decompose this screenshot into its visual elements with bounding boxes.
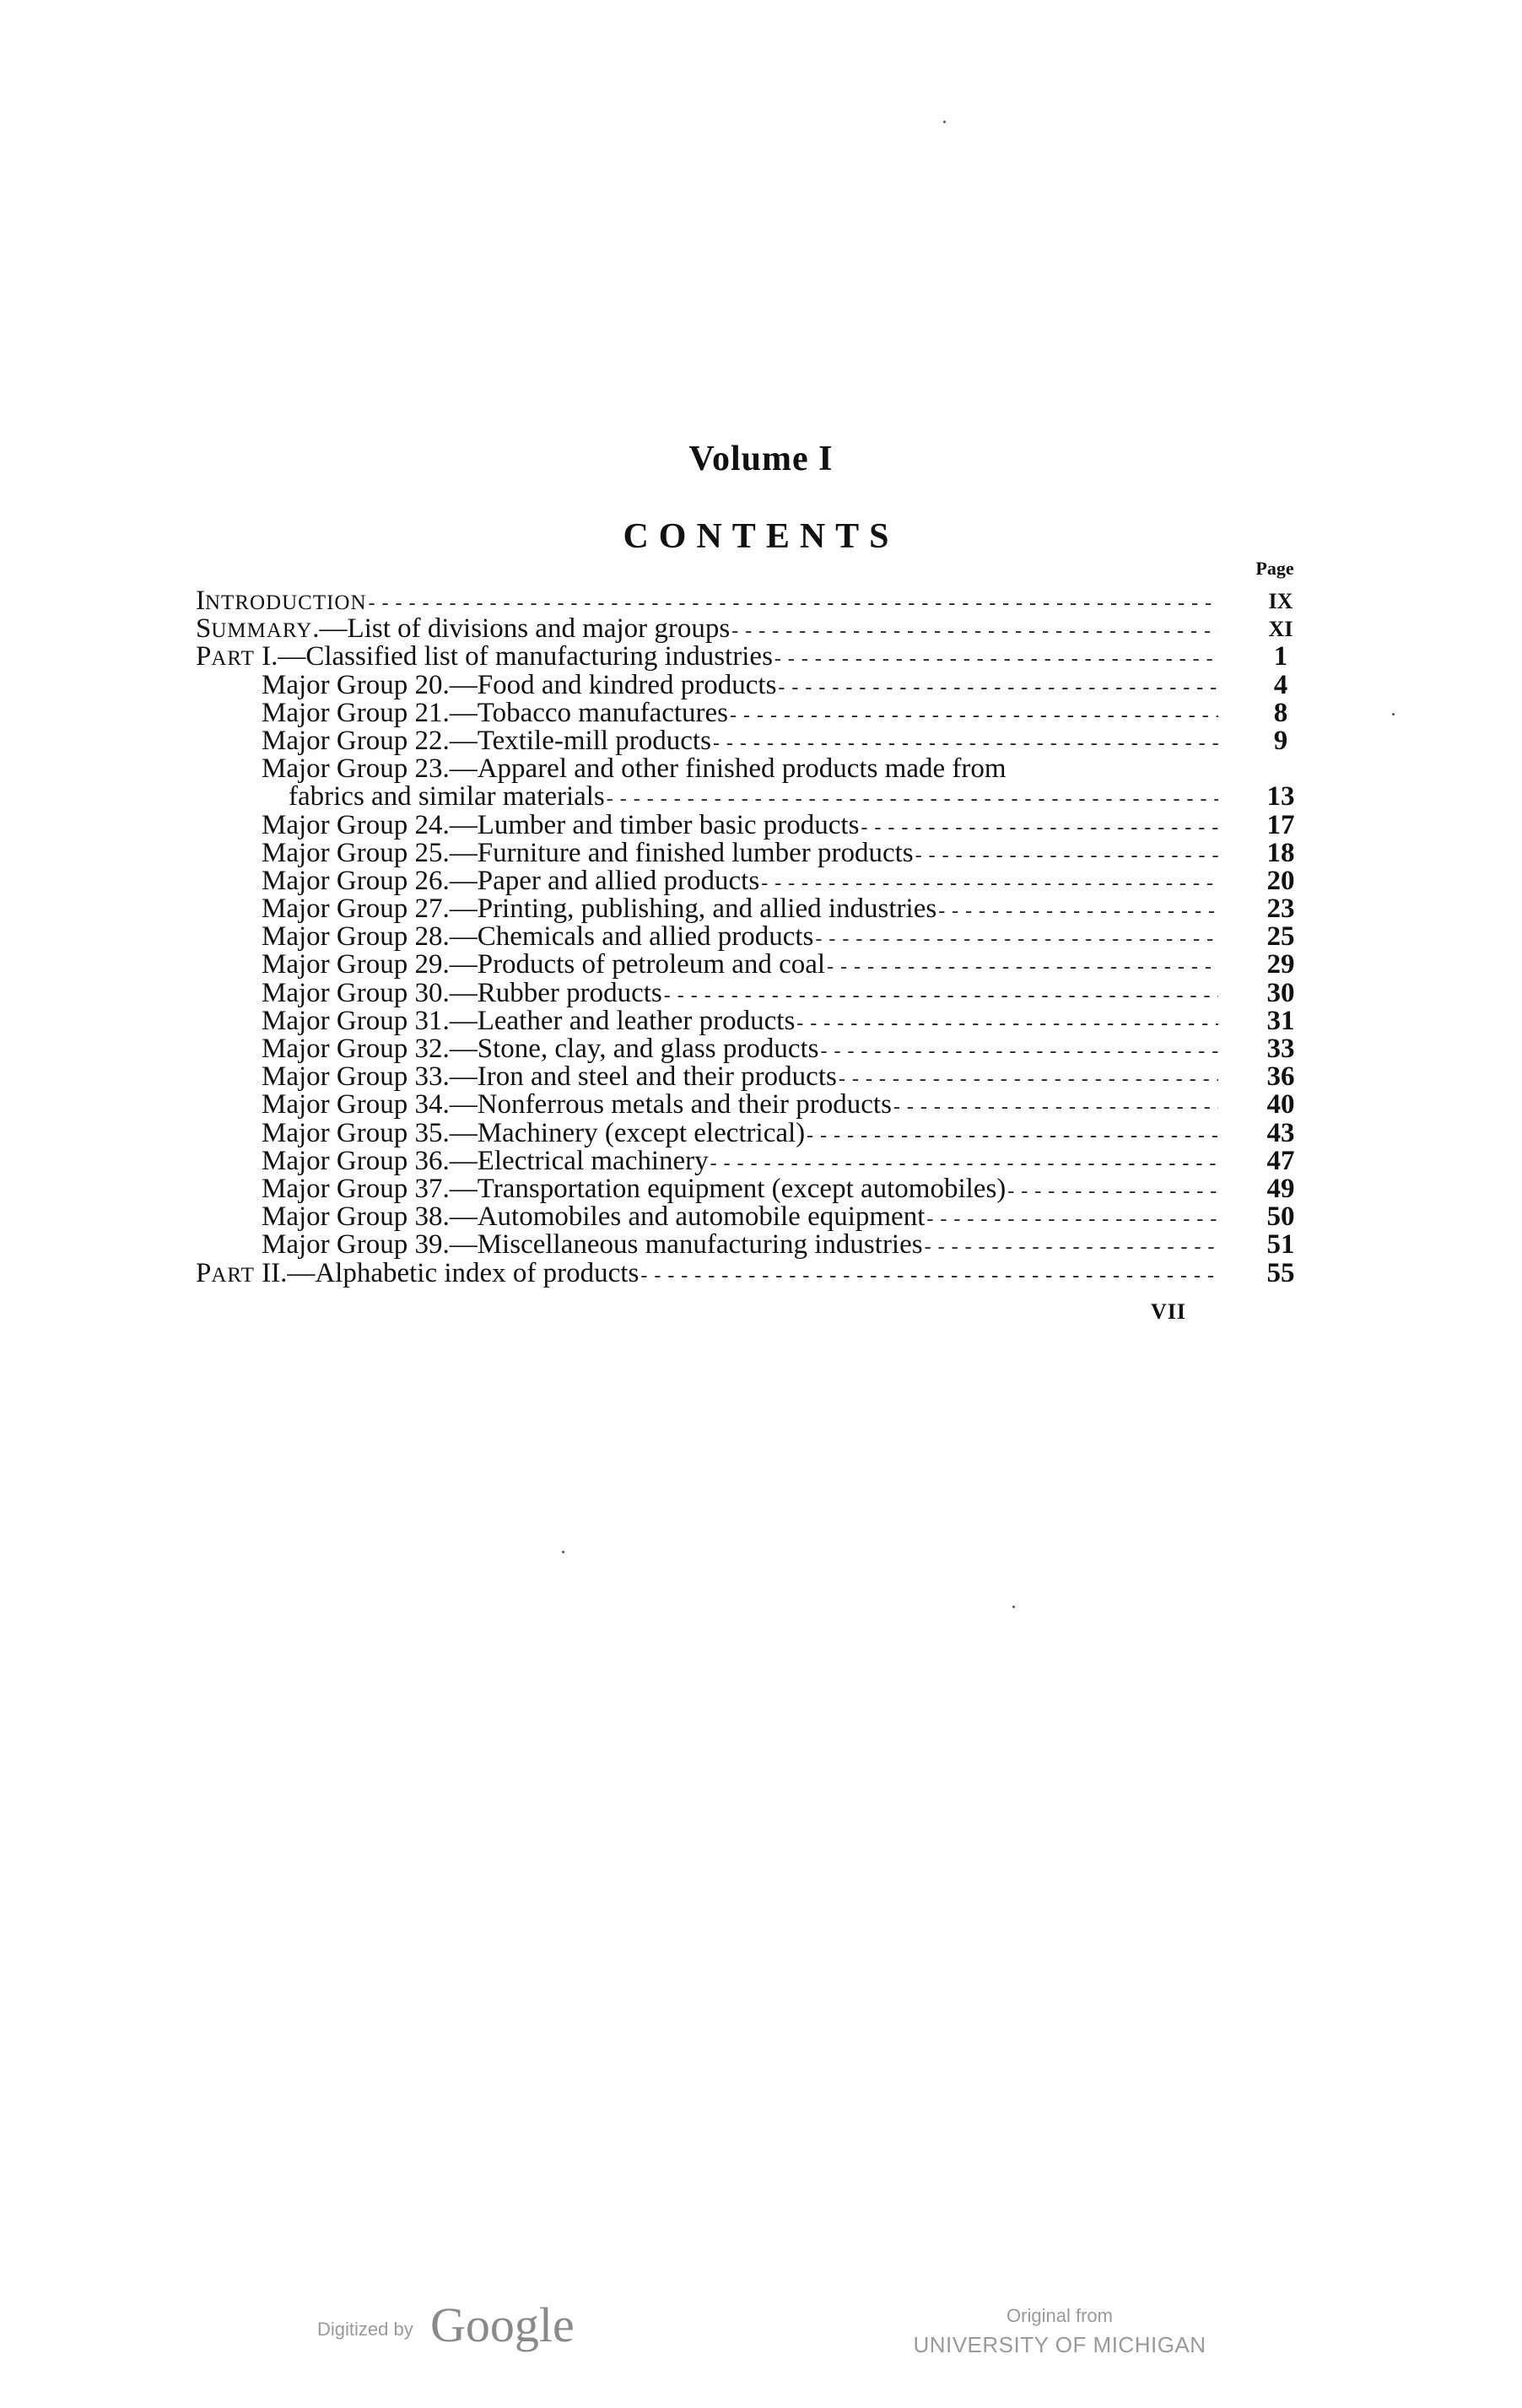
- digitized-by-label: Digitized by: [317, 2319, 413, 2340]
- table-of-contents: [196, 587, 1314, 1288]
- dot-leader: [926, 1203, 1218, 1234]
- original-from-label: Original from: [1007, 2305, 1113, 2326]
- small-caps-rest: UMMARY: [211, 619, 313, 643]
- title-text: II.—Alphabetic index of products: [254, 1257, 640, 1288]
- toc-entry-title: Major Group 26.—Paper and allied products: [262, 865, 760, 896]
- title-text: I.—Classified list of manufacturing industries: [254, 641, 773, 672]
- toc-entry-title: [196, 1257, 640, 1290]
- toc-page-number: 49: [1266, 1173, 1295, 1204]
- toc-entry-title: Major Group 37.—Transportation equipment (except automobiles): [262, 1173, 1007, 1204]
- toc-page-number: 25: [1266, 921, 1295, 953]
- toc-page-number: 13: [1266, 781, 1295, 813]
- toc-entry-title: Major Group 31.—Leather and leather products: [262, 1005, 796, 1036]
- toc-page-number: 33: [1266, 1034, 1295, 1064]
- toc-entry-title: Major Group 21.—Tobacco manufactures: [262, 697, 729, 728]
- dot-leader: [807, 1120, 1218, 1150]
- toc-entry-introduction: [196, 587, 1314, 615]
- toc-entry-major-group: [196, 895, 1314, 923]
- toc-entry-major-group: [196, 809, 1314, 840]
- small-caps-initial: S: [196, 613, 212, 645]
- dot-leader: [938, 895, 1218, 926]
- scan-speck: [1012, 1606, 1015, 1608]
- toc-page-number: IX: [1268, 589, 1293, 613]
- dot-leader: [796, 1007, 1218, 1038]
- toc-entry-continuation: [196, 783, 1314, 811]
- toc-entry-title: Major Group 36.—Electrical machinery: [262, 1145, 709, 1176]
- dot-leader: [821, 1035, 1219, 1066]
- small-caps-rest: ART: [211, 647, 255, 671]
- toc-entry-part-1: [196, 643, 1314, 671]
- toc-entry-title: Major Group 23.—Apparel and other finished products made from: [262, 753, 1007, 785]
- scan-speck: [1392, 713, 1395, 715]
- page-folio: VII: [1151, 1299, 1187, 1324]
- small-caps-initial: I: [196, 586, 205, 616]
- toc-entry-title: Major Group 24.—Lumber and timber basic products: [262, 809, 860, 840]
- small-caps-rest: ART: [211, 1263, 255, 1287]
- toc-page-number: 31: [1266, 1005, 1295, 1036]
- toc-entry-title: Major Group 27.—Printing, publishing, and allied industries: [262, 894, 937, 925]
- toc-page-number: 8: [1273, 697, 1288, 728]
- toc-entry-title: Major Group 25.—Furniture and finished lumber products: [262, 837, 914, 868]
- dot-leader: [827, 951, 1218, 981]
- toc-page-number: 4: [1273, 669, 1288, 700]
- toc-page-number: 36: [1266, 1061, 1295, 1093]
- toc-entry-major-group: [196, 867, 1314, 895]
- toc-entry-title: Major Group 28.—Chemicals and allied products: [262, 921, 814, 953]
- toc-entry-major-group: [196, 923, 1314, 951]
- toc-entry-major-group: [196, 1035, 1314, 1063]
- dot-leader: [778, 672, 1218, 702]
- dot-leader: [893, 1091, 1218, 1121]
- toc-entry-part-2: [196, 1257, 1314, 1288]
- toc-entry-major-group: [196, 1063, 1314, 1091]
- contents-heading: CONTENTS: [623, 517, 899, 556]
- toc-entry-title: Major Group 33.—Iron and steel and their products: [262, 1061, 837, 1093]
- page-column-label: Page: [1255, 558, 1294, 579]
- toc-entry-title: fabrics and similar materials: [289, 781, 605, 813]
- toc-entry-major-group: [196, 1091, 1314, 1119]
- small-caps-initial: P: [196, 1257, 212, 1288]
- toc-entry-title: Major Group 30.—Rubber products: [262, 977, 662, 1008]
- toc-page-number: 18: [1266, 837, 1295, 868]
- dot-leader: [861, 812, 1218, 842]
- toc-entry-major-group: [196, 669, 1314, 700]
- toc-entry-title: Major Group 22.—Textile-mill products: [262, 725, 711, 756]
- title-text: .—List of divisions and major groups: [312, 613, 731, 645]
- toc-page-number: 50: [1266, 1201, 1295, 1233]
- toc-entry-major-group: [196, 755, 1314, 783]
- dot-leader: [839, 1063, 1218, 1093]
- toc-page-number: 20: [1266, 865, 1295, 896]
- dot-leader: [1007, 1175, 1218, 1206]
- toc-entry-major-group: [196, 837, 1314, 868]
- toc-entry-title: Major Group 34.—Nonferrous metals and their products: [262, 1089, 892, 1120]
- toc-page-number: 43: [1266, 1117, 1295, 1148]
- toc-entry-major-group: [196, 1117, 1314, 1148]
- toc-page-number: 40: [1266, 1089, 1295, 1120]
- toc-entry-major-group: [196, 951, 1314, 979]
- toc-page-number: 1: [1273, 641, 1288, 672]
- toc-entry-major-group: [196, 1147, 1314, 1175]
- toc-entry-major-group: [196, 727, 1314, 755]
- institution-label: UNIVERSITY OF MICHIGAN: [913, 2332, 1206, 2357]
- toc-page-number: 17: [1266, 809, 1295, 840]
- toc-entry-major-group: [196, 1007, 1314, 1035]
- small-caps-rest: NTRODUCTION: [205, 591, 367, 614]
- scan-speck: [562, 1551, 564, 1553]
- toc-entry-major-group: [196, 699, 1314, 727]
- toc-entry-major-group: [196, 1231, 1314, 1259]
- toc-page-number: XI: [1268, 617, 1293, 642]
- toc-entry-title: Major Group 39.—Miscellaneous manufacturing industries: [262, 1229, 923, 1261]
- toc-page-number: 29: [1266, 949, 1295, 980]
- volume-heading: Volume I: [688, 440, 834, 478]
- toc-page-number: 30: [1266, 977, 1295, 1008]
- toc-page-number: 55: [1266, 1257, 1295, 1288]
- dot-leader: [731, 615, 1218, 645]
- dot-leader: [925, 1231, 1218, 1261]
- toc-entry-title: Major Group 38.—Automobiles and automobile equipment: [262, 1201, 926, 1233]
- toc-entry-major-group: [196, 1175, 1314, 1203]
- toc-entry-title: Major Group 32.—Stone, clay, and glass products: [262, 1034, 819, 1064]
- toc-entry-title: Major Group 29.—Products of petroleum and coal: [262, 949, 826, 980]
- toc-page-number: 23: [1266, 894, 1295, 925]
- toc-entry-major-group: [196, 1203, 1314, 1231]
- dot-leader: [915, 840, 1218, 870]
- toc-entry-title: Major Group 35.—Machinery (except electrical): [262, 1117, 806, 1148]
- dot-leader: [774, 643, 1218, 673]
- toc-entry-title: Major Group 20.—Food and kindred products: [262, 669, 777, 700]
- toc-page-number: 9: [1273, 725, 1288, 756]
- scan-speck: [943, 121, 946, 123]
- dot-leader: [730, 699, 1218, 730]
- toc-page-number: 47: [1266, 1145, 1295, 1176]
- google-logo: Google: [430, 2297, 575, 2352]
- toc-page-number: 51: [1266, 1229, 1295, 1261]
- toc-entry-summary: [196, 615, 1314, 643]
- dot-leader: [815, 923, 1218, 953]
- toc-entry-major-group: [196, 977, 1314, 1008]
- small-caps-initial: P: [196, 641, 212, 672]
- dot-leader: [640, 1260, 1218, 1290]
